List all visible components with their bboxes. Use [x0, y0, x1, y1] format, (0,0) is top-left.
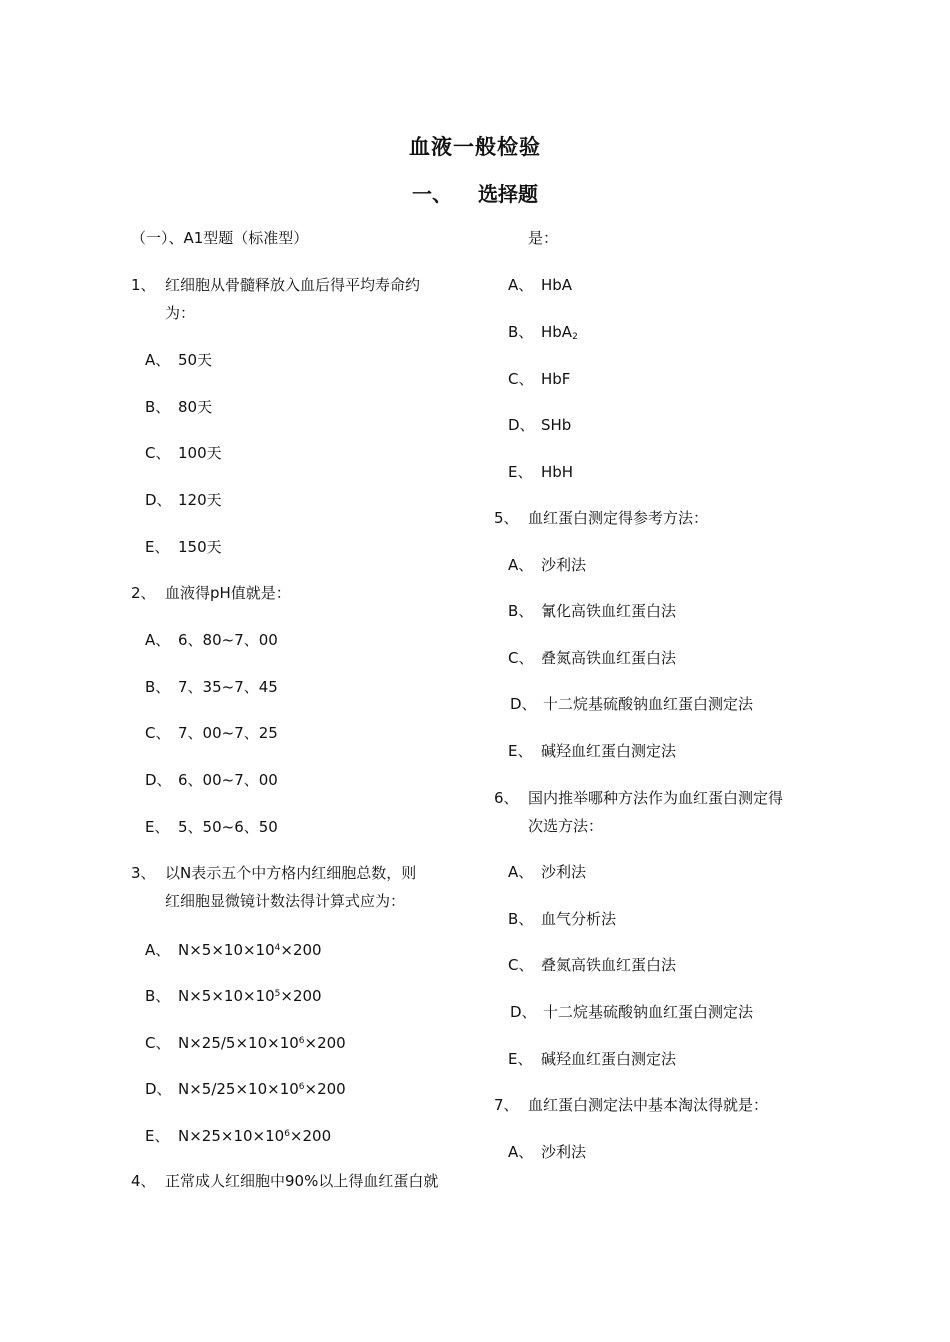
option	[145, 490, 222, 510]
question-text: 以N表示五个中方格内红细胞总数，则	[165, 864, 417, 882]
option-text: N×5×10×10	[178, 941, 275, 959]
option	[508, 1142, 586, 1162]
option	[145, 1124, 331, 1146]
option-label: A、	[508, 556, 534, 574]
option-text: N×5/25×10×10	[178, 1080, 299, 1098]
question-number: 3、	[131, 864, 156, 882]
option-label: E、	[145, 1127, 170, 1145]
option	[145, 770, 278, 790]
option-text: N×25×10×10	[178, 1127, 285, 1145]
option-text: 碱羟血红蛋白测定法	[541, 742, 677, 760]
option-label: D、	[510, 1003, 537, 1021]
option	[508, 909, 616, 929]
exponent: 6	[284, 1129, 290, 1139]
section-number: 一、	[412, 182, 452, 206]
question-7	[494, 1095, 768, 1115]
option-label: D、	[508, 416, 535, 434]
option-label: C、	[508, 956, 534, 974]
option-label: E、	[145, 538, 170, 556]
option	[508, 415, 571, 435]
option-text-tail: ×200	[289, 1127, 332, 1145]
question-4-cont: 是：	[528, 229, 559, 247]
option-text: 十二烷基硫酸钠血红蛋白测定法	[543, 1003, 754, 1021]
option	[145, 537, 222, 557]
question-text-cont: 次选方法：	[528, 817, 604, 835]
option	[145, 984, 322, 1006]
option-text: 100天	[178, 444, 222, 462]
option-text: 沙利法	[541, 556, 587, 574]
question-text: 红细胞从骨髓释放入血后得平均寿命约	[165, 276, 421, 294]
option-text: HbH	[541, 463, 574, 481]
option-label: B、	[508, 602, 534, 620]
option	[508, 862, 586, 882]
section-title: 选择题	[478, 182, 538, 206]
question-number: 4、	[131, 1172, 156, 1190]
question-number: 1、	[131, 276, 156, 294]
option	[145, 817, 278, 837]
exponent: 6	[298, 1082, 305, 1092]
section-heading	[0, 178, 950, 207]
option-label: E、	[145, 818, 170, 836]
option	[145, 397, 212, 417]
option-text: N×5×10×10	[178, 987, 275, 1005]
question-1	[131, 275, 420, 295]
option-text: 碱羟血红蛋白测定法	[541, 1050, 677, 1068]
option-text: 80天	[178, 398, 213, 416]
option-text: 5、50~6、50	[178, 818, 278, 836]
option-text-tail: ×200	[280, 987, 322, 1005]
option-label: C、	[508, 370, 534, 388]
option	[508, 462, 573, 482]
option-text: SHb	[541, 416, 572, 434]
option	[510, 694, 753, 714]
option-label: A、	[145, 941, 171, 959]
option-text: 叠氮高铁血红蛋白法	[541, 956, 677, 974]
option-label: D、	[145, 1080, 172, 1098]
question-3	[131, 863, 416, 883]
option-text: 氰化高铁血红蛋白法	[541, 602, 677, 620]
exponent: 4	[274, 943, 281, 953]
option	[145, 938, 322, 960]
option-text: HbA	[541, 323, 573, 341]
question-text-cont: 为：	[165, 304, 196, 322]
option-text: 50天	[178, 351, 213, 369]
option-text: 十二烷基硫酸钠血红蛋白测定法	[543, 695, 754, 713]
option-label: C、	[145, 1034, 171, 1052]
option-label: D、	[510, 695, 537, 713]
option-label: A、	[145, 351, 171, 369]
question-number: 2、	[131, 584, 156, 602]
option-label: D、	[145, 771, 172, 789]
option	[145, 1031, 346, 1053]
option-text-tail: ×200	[304, 1034, 346, 1052]
option	[508, 648, 676, 668]
question-text: 血红蛋白测定得参考方法：	[528, 509, 709, 527]
option-text-tail: ×200	[304, 1080, 346, 1098]
option-text: 6、80~7、00	[178, 631, 278, 649]
option	[510, 1002, 753, 1022]
option-text: 沙利法	[541, 1143, 587, 1161]
exponent: 5	[274, 989, 281, 999]
option-label: D、	[145, 491, 172, 509]
option	[145, 350, 212, 370]
exponent: 6	[298, 1036, 305, 1046]
option-label: A、	[508, 863, 534, 881]
question-4	[131, 1171, 438, 1191]
question-text: 血液得pH值就是：	[165, 584, 291, 602]
question-number: 6、	[494, 789, 519, 807]
option-label: B、	[508, 323, 534, 341]
subscript: 2	[572, 332, 578, 342]
question-text: 正常成人红细胞中90%以上得血红蛋白就	[165, 1172, 439, 1190]
option-text: N×25/5×10×10	[178, 1034, 299, 1052]
question-text-cont: 红细胞显微镜计数法得计算式应为：	[165, 892, 406, 910]
option-label: B、	[145, 678, 171, 696]
option-label: C、	[145, 724, 171, 742]
question-2	[131, 583, 291, 603]
subheading: （一）、A1型题（标准型）	[131, 229, 309, 247]
option-text: 血气分析法	[541, 910, 617, 928]
question-5	[494, 508, 708, 528]
option	[508, 369, 570, 389]
option-label: E、	[508, 463, 533, 481]
option	[145, 630, 278, 650]
option-text: HbF	[541, 370, 571, 388]
option-text: 叠氮高铁血红蛋白法	[541, 649, 677, 667]
option	[508, 741, 676, 761]
document-title: 血液一般检验	[409, 135, 541, 159]
option-text: 120天	[178, 491, 222, 509]
option-text: HbA	[541, 276, 573, 294]
option-label: A、	[508, 276, 534, 294]
option-text: 150天	[178, 538, 222, 556]
option-label: C、	[508, 649, 534, 667]
question-number: 5、	[494, 509, 519, 527]
option-label: A、	[145, 631, 171, 649]
question-text: 血红蛋白测定法中基本淘汰得就是：	[528, 1096, 769, 1114]
question-6	[494, 788, 783, 808]
option-label: B、	[145, 987, 171, 1005]
question-text: 国内推举哪种方法作为血红蛋白测定得	[528, 789, 784, 807]
option	[508, 275, 572, 295]
option-label: E、	[508, 742, 533, 760]
option-label: E、	[508, 1050, 533, 1068]
option-text: 沙利法	[541, 863, 587, 881]
option	[145, 1077, 346, 1099]
option	[508, 601, 676, 621]
question-number: 7、	[494, 1096, 519, 1114]
option-label: B、	[508, 910, 534, 928]
option	[508, 1049, 676, 1069]
option	[145, 443, 222, 463]
option	[508, 955, 676, 975]
option-text: 7、00~7、25	[178, 724, 278, 742]
option	[145, 677, 278, 697]
option-text: 7、35~7、45	[178, 678, 278, 696]
option-label: C、	[145, 444, 171, 462]
option	[508, 555, 586, 575]
option-label: B、	[145, 398, 171, 416]
option	[508, 322, 578, 347]
option	[145, 723, 278, 743]
option-label: A、	[508, 1143, 534, 1161]
option-text-tail: ×200	[280, 941, 322, 959]
option-text: 6、00~7、00	[178, 771, 278, 789]
